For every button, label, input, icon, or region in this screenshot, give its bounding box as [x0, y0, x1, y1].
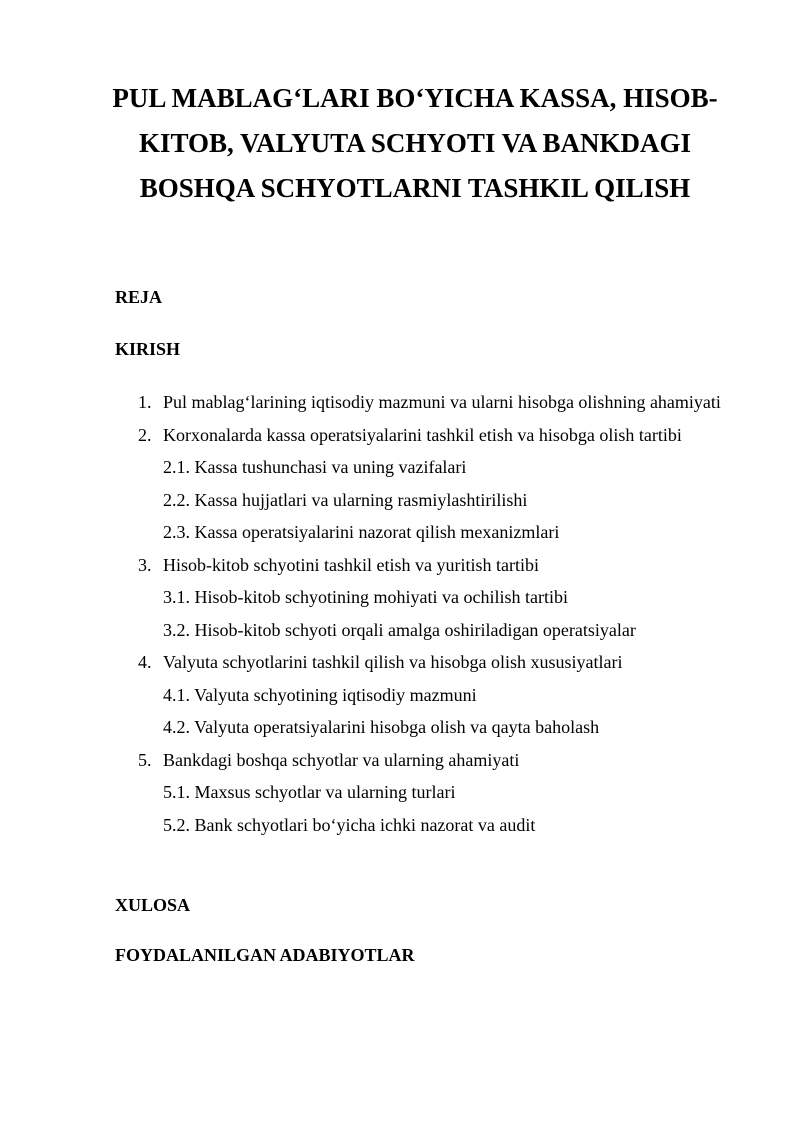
toc-item	[115, 744, 735, 842]
plan-heading: REJA	[115, 287, 163, 307]
toc-subitem: 4.1. Valyuta schyotining iqtisodiy mazmuni	[163, 684, 477, 705]
toc-item	[115, 549, 735, 647]
toc-subitem: 3.1. Hisob-kitob schyotining mohiyati va ochilish tartibi	[163, 587, 568, 607]
toc-item	[115, 419, 735, 549]
toc-subitem-list	[115, 451, 735, 549]
references-heading: FOYDALANILGAN ADABIYOTLAR	[115, 945, 415, 965]
toc-item-row	[115, 419, 735, 452]
toc-item-number: 4.	[138, 652, 152, 672]
conclusion-heading: XULOSA	[115, 895, 191, 915]
toc-subitem: 3.2. Hisob-kitob schyoti orqali amalga oshiriladigan operatsiyalar	[163, 619, 636, 640]
toc-item-text: Bankdagi boshqa schyotlar va ularning ahamiyati	[163, 749, 520, 770]
toc-subitem: 5.2. Bank schyotlari bo‘yicha ichki nazorat va audit	[163, 814, 536, 835]
toc-subitem: 2.3. Kassa operatsiyalarini nazorat qilish mexanizmlari	[163, 522, 560, 542]
toc-subitem: 2.2. Kassa hujjatlari va ularning rasmiylashtirilishi	[163, 489, 528, 510]
toc-item-text: Pul mablag‘larining iqtisodiy mazmuni va ularni hisobga olishning ahamiyati	[163, 392, 721, 412]
toc-subitem: 5.1. Maxsus schyotlar va ularning turlari	[163, 782, 456, 802]
toc-item-text: Hisob-kitob schyotini tashkil etish va yuritish tartibi	[163, 554, 539, 575]
toc-item-row	[115, 549, 735, 582]
toc-subitem: 4.2. Valyuta operatsiyalarini hisobga olish va qayta baholash	[163, 717, 600, 737]
toc-subitem-list	[115, 679, 735, 744]
toc-subitem: 2.1. Kassa tushunchasi va uning vazifalari	[163, 457, 467, 477]
intro-heading: KIRISH	[115, 339, 181, 359]
toc-item-row	[115, 744, 735, 777]
toc-item-row	[115, 386, 735, 419]
toc-item-number: 2.	[138, 424, 152, 445]
toc-item-number: 5.	[138, 749, 152, 770]
table-of-contents	[115, 386, 735, 841]
toc-item-text: Valyuta schyotlarini tashkil qilish va hisobga olish xususiyatlari	[163, 652, 623, 672]
toc-subitem-list	[115, 776, 735, 841]
toc-item	[115, 386, 735, 419]
toc-item-row	[115, 646, 735, 679]
toc-item-text: Korxonalarda kassa operatsiyalarini tashkil etish va hisobga olish tartibi	[163, 424, 682, 445]
toc-item-number: 1.	[138, 392, 152, 412]
document-title: PUL MABLAG‘LARI BO‘YICHA KASSA, HISOB-KITOB, VALYUTA SCHYOTI VA BANKDAGI BOSHQA SCHYOTLARNI TASHKIL QILISH	[112, 83, 718, 203]
toc-subitem-list	[115, 581, 735, 646]
toc-item-number: 3.	[138, 554, 152, 575]
toc-item	[115, 646, 735, 744]
